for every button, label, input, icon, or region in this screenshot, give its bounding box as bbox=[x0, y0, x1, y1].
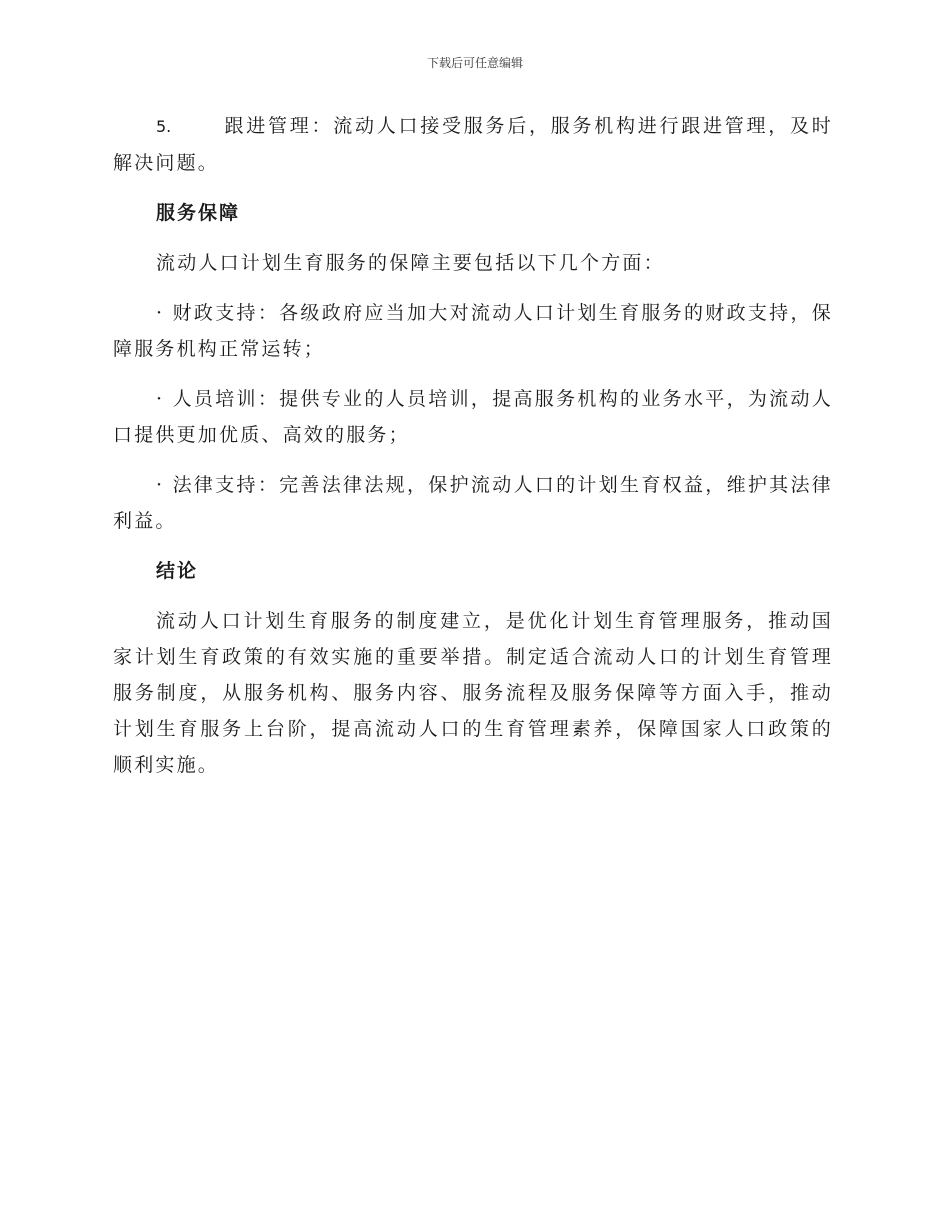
step-5-paragraph bbox=[113, 108, 833, 181]
section-heading-conclusion: 结论 bbox=[156, 560, 199, 582]
section-heading-guarantee: 服务保障 bbox=[156, 202, 241, 224]
step-5-text: 跟进管理：流动人口接受服务后，服务机构进行跟进管理，及时解决问题。 bbox=[113, 115, 833, 174]
document-body bbox=[113, 108, 833, 797]
guarantee-item-legal: · 法律支持：完善法律法规，保护流动人口的计划生育权益，维护其法律利益。 bbox=[113, 474, 833, 532]
page-header-note: 下载后可任意编辑 bbox=[426, 56, 523, 70]
guarantee-item-finance: · 财政支持：各级政府应当加大对流动人口计划生育服务的财政支持，保障服务机构正常运转； bbox=[113, 302, 833, 360]
step-number: 5. bbox=[156, 117, 172, 136]
guarantee-intro: 流动人口计划生育服务的保障主要包括以下几个方面： bbox=[156, 252, 665, 274]
conclusion-paragraph: 流动人口计划生育服务的制度建立，是优化计划生育管理服务，推动国家计划生育政策的有效实施的重要举措。制定适合流动人口的计划生育管理服务制度，从服务机构、服务内容、服务流程及服务保障等方面入手，推动计划生育服务上台阶，提高流动人口的生育管理素养，保障国家人口政策的顺利实施。 bbox=[113, 610, 833, 776]
guarantee-item-training: · 人员培训：提供专业的人员培训，提高服务机构的业务水平，为流动人口提供更加优质、高效的服务； bbox=[113, 388, 833, 446]
